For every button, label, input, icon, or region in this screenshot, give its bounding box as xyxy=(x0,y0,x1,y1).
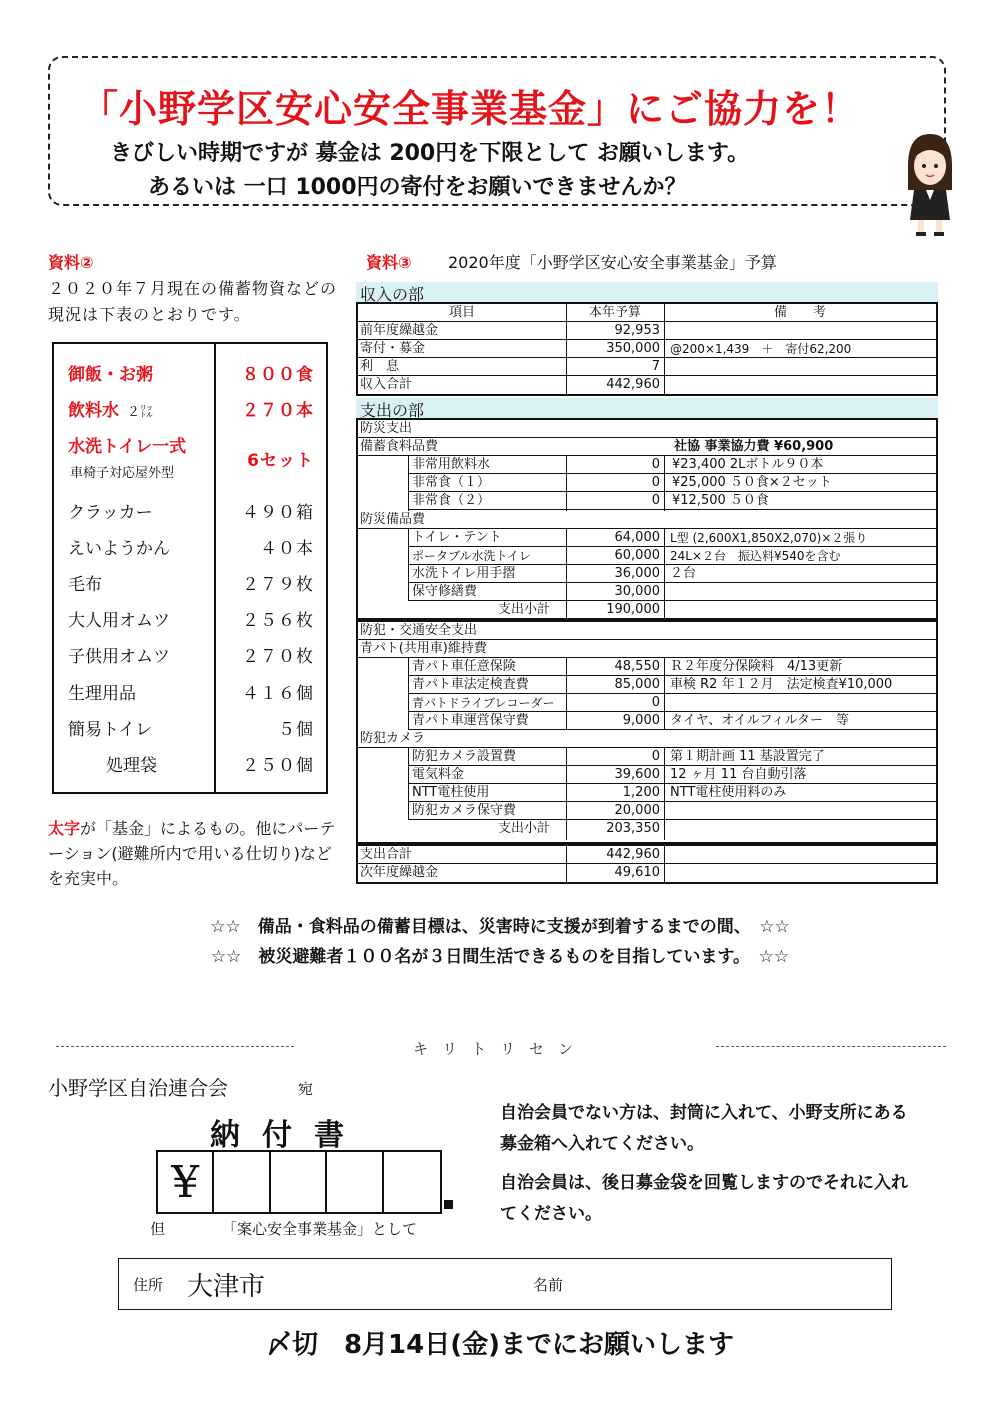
banner-title: 「小野学区安心安全事業基金」にご協力を！ xyxy=(79,87,860,131)
patrol-category: 青パト(共用車)維持費 xyxy=(358,640,936,658)
stock-item-name: 御飯・お粥 xyxy=(68,365,153,385)
section-label-2: 資料② xyxy=(48,253,94,272)
camera-row: 電気料金 39,600 12 ヶ月 11 台自動引落 xyxy=(408,766,936,784)
crime-box xyxy=(356,620,938,844)
expense-total-row: 支出合計 442,960 xyxy=(358,846,936,864)
disaster-title: 防災支出 xyxy=(358,420,936,438)
equip-row: 保守修繕費 30,000 xyxy=(408,583,936,601)
address-value[interactable]: 大津市 xyxy=(187,1272,266,1302)
stock-item-qty: ２５６枚 xyxy=(242,611,314,631)
subtotal-row: 支出小計 190,000 xyxy=(498,602,660,617)
stock-item-qty: ２５０個 xyxy=(242,756,314,776)
goal-message-1: ☆☆ 備品・食料品の備蓄目標は、災害時に支援が到着するまでの間、 ☆☆ xyxy=(210,917,790,937)
crime-title: 防犯・交通安全支出 xyxy=(358,622,936,640)
stock-table xyxy=(52,342,328,794)
subtotal-row: 支出小計 203,350 xyxy=(498,821,660,836)
patrol-row: 青パト車運営保守費 9,000 タイヤ、オイルフィルター 等 xyxy=(408,712,936,730)
instruction-member: 自治会員は、後日募金袋を回覧しますのでそれに入れてください。 xyxy=(500,1173,908,1224)
address-label: 住所 xyxy=(133,1276,164,1294)
stock-item-qty: ８００食 xyxy=(242,365,314,385)
equip-category: 防災備品費 xyxy=(358,511,936,529)
amount-dot xyxy=(444,1200,453,1209)
banner-line-1: きびしい時期ですが 募金は 200円を下限として お願いします。 xyxy=(110,141,750,166)
stock-note xyxy=(48,816,338,891)
amount-digit[interactable] xyxy=(271,1152,327,1212)
stock-item-name: クラッカー xyxy=(68,503,153,523)
fund-purpose: 「案心安全事業基金」として xyxy=(222,1220,418,1238)
cut-line-right xyxy=(716,1046,946,1047)
amount-digit[interactable] xyxy=(327,1152,383,1212)
stock-item-name: 水洗トイレ一式 xyxy=(68,437,187,457)
stock-item-qty: ２７０本 xyxy=(242,401,314,421)
stock-item-name: 簡易トイレ xyxy=(68,720,153,740)
income-total-row: 収入合計 442,960 xyxy=(360,377,660,392)
instruction-nonmember: 自治会員でない方は、封筒に入れて、小野支所にある募金箱へ入れてください。 xyxy=(500,1103,908,1154)
camera-row: 防犯カメラ設置費 0 第１期計画 11 基設置完了 xyxy=(408,748,936,766)
income-header: 収入の部 xyxy=(356,282,938,302)
patrol-row: 青パトドライブレコーダー 0 xyxy=(408,694,936,712)
note-text: が「基金」によるもの。他にパーテーション(避難所内で用いる仕切り)などを充実中。 xyxy=(48,819,336,888)
stock-item-name: えいようかん xyxy=(68,539,170,559)
stock-item-qty: ２７０枚 xyxy=(242,647,314,667)
disaster-box xyxy=(356,418,938,620)
stock-item-qty: 6セット xyxy=(247,451,314,471)
stock-item-unit: ２㍑ xyxy=(127,405,154,420)
stock-item-name: 子供用オムツ xyxy=(68,647,170,667)
deadline: 〆切 8月14日(金)までにお願いします xyxy=(265,1330,735,1360)
stock-table-divider xyxy=(214,344,216,792)
addressee: 小野学区自治連合会 xyxy=(48,1076,228,1100)
amount-digit[interactable] xyxy=(214,1152,270,1212)
slip-title: 納付書 xyxy=(210,1118,366,1153)
stock-item-qty: ４９０箱 xyxy=(242,503,314,523)
stock-item-name: 飲料水 ２㍑ xyxy=(68,401,154,421)
income-row: 利 息 7 xyxy=(358,358,936,376)
food-row: 非常食（１） 0 ¥25,000 ５０食×２セット xyxy=(408,474,936,492)
food-row: 非常食（２） 0 ¥12,500 ５０食 xyxy=(408,492,936,510)
equip-row: トイレ・テント 64,000 L型 (2,600X1,850X2,070)×２張り xyxy=(408,529,936,547)
income-row: 寄付・募金 350,000 @200×1,439 ＋ 寄付62,200 xyxy=(358,340,936,358)
carryover-row: 次年度繰越金 49,610 xyxy=(360,865,660,880)
camera-row: 防犯カメラ保守費 20,000 xyxy=(408,802,936,820)
expense-header: 支出の部 xyxy=(356,398,938,418)
budget-title: 2020年度「小野学区安心安全事業基金」予算 xyxy=(448,253,777,272)
section-label-3: 資料③ xyxy=(366,253,412,272)
stock-item-qty: ２７９枚 xyxy=(242,575,314,595)
patrol-row: 青パト車任意保険 48,550 Ｒ２年度分保険料 4/13更新 xyxy=(408,658,936,676)
stock-item-name: 処理袋 xyxy=(106,756,157,776)
stock-item-qty: ４０本 xyxy=(260,539,314,559)
totals-box xyxy=(356,844,938,884)
stock-intro: ２０２０年７月現在の備蓄物資などの現況は下表のとおりです。 xyxy=(48,279,338,324)
stock-item-sub: 車椅子対応屋外型 xyxy=(70,466,175,481)
stock-item-name: 毛布 xyxy=(68,575,102,595)
name-label: 名前 xyxy=(533,1276,564,1294)
stock-item-name: 生理用品 xyxy=(68,684,136,704)
stock-item-name: 大人用オムツ xyxy=(68,611,170,631)
mascot-girl-icon xyxy=(900,128,960,238)
banner-line-2: あるいは 一口 1000円の寄付をお願いできませんか？ xyxy=(148,175,687,200)
tadashi-label: 但 xyxy=(150,1220,166,1238)
yen-symbol: ¥ xyxy=(158,1152,214,1212)
goal-message-2: ☆☆ 被災避難者１００名が３日間生活できるものを目指しています。 ☆☆ xyxy=(210,947,790,967)
food-row: 非常用飲料水 0 ¥23,400 2Lボトル９０本 xyxy=(408,456,936,474)
stock-item-qty: ５個 xyxy=(278,720,314,740)
top-banner xyxy=(48,56,946,206)
patrol-row: 青パト車法定検査費 85,000 車検 R2 年１２月 法定検査¥10,000 xyxy=(408,676,936,694)
amount-digit[interactable] xyxy=(384,1152,440,1212)
food-category: 備蓄食料品費 社協 事業協力費 ¥60,900 xyxy=(358,438,936,456)
equip-row: ポータブル水洗トイレ 60,000 24L×２台 振込料¥540を含む xyxy=(408,547,936,565)
income-col-header: 項目 本年予算 備 考 xyxy=(358,304,936,322)
cut-label: キリトリセン xyxy=(413,1040,587,1058)
stock-item-qty: ４１６個 xyxy=(242,684,314,704)
equip-row: 水洗トイレ用手摺 36,000 ２台 xyxy=(408,565,936,583)
note-bold-word: 太字 xyxy=(48,819,81,838)
address-box[interactable] xyxy=(118,1258,892,1310)
amount-box[interactable] xyxy=(156,1150,442,1214)
income-row: 前年度繰越金 92,953 xyxy=(358,322,936,340)
camera-row: NTT電柱使用 1,200 NTT電柱使用料のみ xyxy=(408,784,936,802)
camera-category: 防犯カメラ xyxy=(358,730,936,748)
income-box xyxy=(356,302,938,396)
addressee-suffix: 宛 xyxy=(298,1080,314,1098)
